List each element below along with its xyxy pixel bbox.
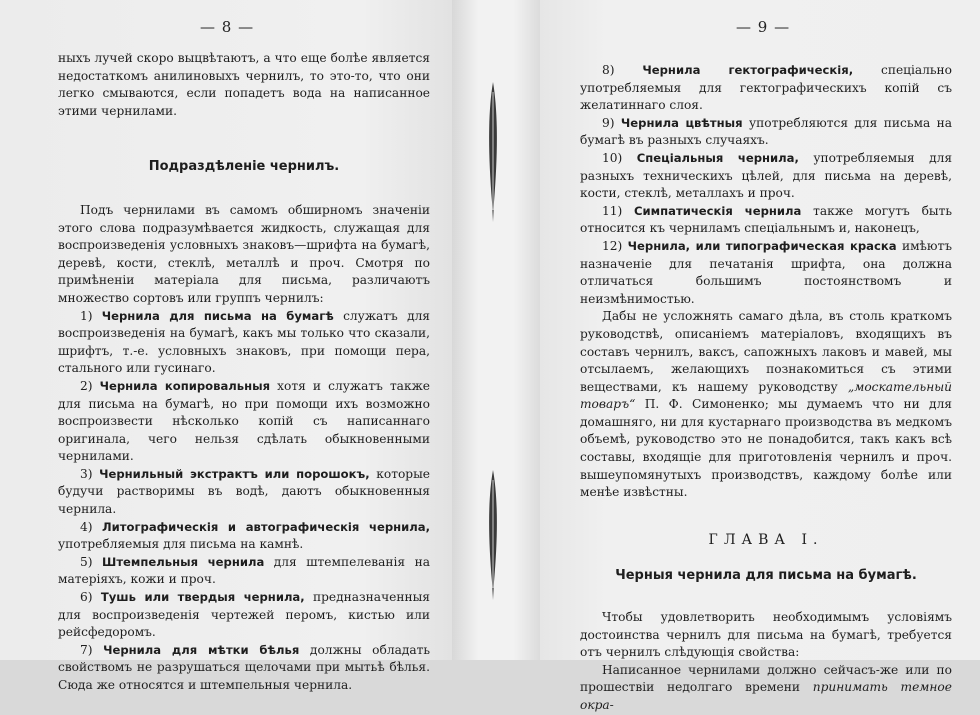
page-number-left: — 8 — bbox=[200, 18, 255, 36]
list-item-9: 9) Чернила цвѣтныя употребляются для письма на бумагѣ въ разныхъ случаяхъ. bbox=[580, 115, 953, 148]
list-item-3: 3) Чернильный экстрактъ или порошокъ, которые будучи растворимы въ водѣ, даютъ обыкновенныя чернила. bbox=[58, 466, 431, 517]
section-heading: Подраздѣленіе чернилъ. bbox=[148, 159, 340, 175]
list-item-10: 10) Спеціальныя чернила, употребляемыя для разныхъ техническихъ цѣлей, для письма на деревѣ, кости, стеклѣ, металлахъ и проч. bbox=[580, 150, 953, 201]
page-number-right: — 9 — bbox=[736, 18, 791, 36]
left-page bbox=[0, 0, 452, 692]
list-item-11: 11) Симпатическія чернила также могутъ быть относится къ черниламъ спеціальнымъ и, наконецъ, bbox=[580, 203, 952, 236]
properties-paragraph: Написанное чернилами должно сейчасъ-же или по прошествіи недолгаго времени принимать темное окра- bbox=[580, 662, 952, 712]
list-item-4: 4) Литографическія и автографическія чернила, употребляемыя для письма на камнѣ. bbox=[58, 519, 430, 552]
left-page-text bbox=[58, 50, 430, 695]
intro-paragraph: ныхъ лучей скоро выцвѣтаютъ, а что еще болѣе является недостаткомъ анилиновыхъ чернилъ, то это-то, что они легко смываются, если попадетъ вода на написанное этими чернилами. bbox=[58, 51, 430, 118]
leaf-ornament-bottom bbox=[486, 470, 500, 600]
list-item-2: 2) Чернила копировальныя хотя и служатъ также для письма на бумагѣ, но при помощи ихъ возможно воспроизвести нѣсколько копій съ написаннаго оригинала, чего нельзя сдѣлать обыкновенными чернилами. bbox=[58, 378, 430, 464]
list-item-6: 6) Тушь или твердыя чернила, предназначенныя для воспроизведенія чертежей перомъ, кистью или рейсфедоромъ. bbox=[58, 590, 430, 640]
definition-paragraph: Подъ чернилами въ самомъ обширномъ значеніи этого слова подразумѣвается жидкость, служащая для воспроизведенія условныхъ знаковъ—шрифта на бумагѣ, деревѣ, кости, стеклѣ, металлѣ и проч. Смотря по примѣненіи матеріала для письма, различаютъ множество сортовъ или группъ чернилъ: bbox=[58, 202, 430, 305]
list-item-1: 1) Чернила для письма на бумагѣ служатъ для воспроизведенія на бумагѣ, какъ мы только что сказали, шрифтъ, т.-е. условныхъ знаковъ, при помощи пера, стального или гусинаго. bbox=[58, 308, 430, 376]
right-page bbox=[540, 0, 980, 712]
chapter-title: Черныя чернила для письма на бумагѣ. bbox=[615, 568, 917, 584]
list-item-5: 5) Штемпельныя чернила для штемпелеванія на матеріяхъ, кожи и проч. bbox=[58, 554, 431, 587]
reference-paragraph: Дабы не усложнять самаго дѣла, въ столь краткомъ руководствѣ, описаніемъ матеріаловъ, входящихъ въ составъ чернилъ, ваксъ, сапожныхъ лаковъ и мавей, мы отсылаемъ, желающихъ познакомиться съ этими веществами, къ нашему руководству „москательный товаръ“ П. Ф. Симоненко; мы думаемъ что ни для домашняго, ни для кустарнаго производства въ медкомъ объемѣ, руководство это не понадобится, такъ какъ всѣ составы, входящіе для приготовленія чернилъ и проч. вышеупомянутыхъ производствъ, каждому болѣе или менѣе извѣстны. bbox=[580, 309, 952, 500]
requirements-paragraph: Чтобы удовлетворить необходимымъ условіямъ достоинства чернилъ для письма на бумагѣ, требуется отъ чернилъ слѣдующія свойства: bbox=[580, 610, 952, 660]
list-item-12: 12) Чернила, или типографическая краска имѣютъ назначеніе для печатанія шрифта, она должна отличаться большимъ постоянствомъ и неизмѣнимостью. bbox=[580, 238, 952, 306]
leaf-ornament-top bbox=[486, 82, 500, 222]
list-item-7: 7) Чернила для мѣтки бѣлья должны обладать свойствомъ не разрушаться щелочами при мытьѣ бѣлья. Сюда же относятся и штемпельныя чернила. bbox=[58, 642, 430, 692]
chapter-heading: ГЛАВА I. bbox=[708, 531, 824, 548]
right-page-text bbox=[580, 62, 952, 715]
list-item-8: 8) Чернила гектографическія, спеціально употребляемыя для гектографическихъ копій съ желатиннаго слоя. bbox=[580, 63, 952, 113]
